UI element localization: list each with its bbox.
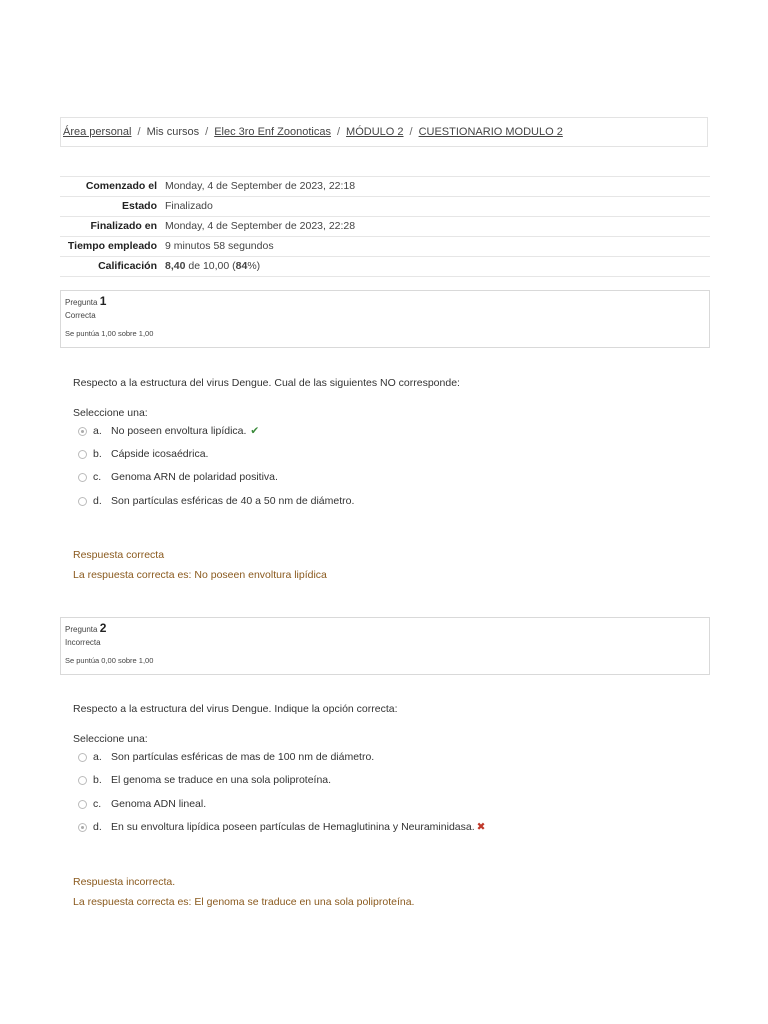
radio-selected[interactable] xyxy=(78,427,87,436)
grade-percent: 84 xyxy=(235,260,248,272)
breadcrumb-separator: / xyxy=(336,126,341,138)
breadcrumb-link-area-personal[interactable]: Área personal xyxy=(63,126,132,138)
summary-value: Monday, 4 de September de 2023, 22:18 xyxy=(161,177,710,197)
question-state: Correcta xyxy=(65,311,96,320)
feedback-right-answer-1: La respuesta correcta es: No poseen envoltura lipídica xyxy=(73,569,327,581)
grade-of: de 10,00 ( xyxy=(188,260,236,272)
option-letter: d. xyxy=(93,495,102,507)
question-prompt-1: Seleccione una: xyxy=(73,407,148,419)
option-text: No poseen envoltura lipídica. xyxy=(111,425,247,437)
radio[interactable] xyxy=(78,473,87,482)
radio[interactable] xyxy=(78,753,87,762)
question-info-1 xyxy=(60,290,710,348)
answer-option-2b[interactable] xyxy=(78,774,331,786)
grade-score: 8,40 xyxy=(165,260,186,272)
option-letter: c. xyxy=(93,471,102,483)
question-grade: Se puntúa 1,00 sobre 1,00 xyxy=(65,329,154,338)
option-letter: b. xyxy=(93,448,102,460)
summary-value: Finalizado xyxy=(161,197,710,217)
option-text: Cápside icosaédrica. xyxy=(111,448,209,460)
breadcrumb-link-quiz[interactable]: CUESTIONARIO MODULO 2 xyxy=(418,126,563,138)
summary-row-finished xyxy=(60,217,710,237)
option-text: En su envoltura lipídica poseen partículas de Hemaglutinina y Neuraminidasa. xyxy=(111,821,475,833)
question-state: Incorrecta xyxy=(65,638,101,647)
summary-row-state xyxy=(60,197,710,217)
grade-suffix: %) xyxy=(247,260,261,272)
option-letter: c. xyxy=(93,798,102,810)
breadcrumb-link-module[interactable]: MÓDULO 2 xyxy=(346,126,404,138)
feedback-result-1: Respuesta correcta xyxy=(73,549,165,561)
breadcrumb-link-course[interactable]: Elec 3ro Enf Zoonoticas xyxy=(214,126,331,138)
option-letter: b. xyxy=(93,774,102,786)
breadcrumb-separator: / xyxy=(409,126,413,138)
summary-value: Monday, 4 de September de 2023, 22:28 xyxy=(161,217,710,237)
question-label: Pregunta xyxy=(65,298,98,307)
summary-label: Comenzado el xyxy=(60,177,161,197)
attempt-summary-table xyxy=(60,176,710,277)
summary-label: Calificación xyxy=(60,257,161,277)
summary-value: 9 minutos 58 segundos xyxy=(161,237,710,257)
summary-label: Estado xyxy=(60,197,161,217)
option-letter: a. xyxy=(93,751,102,763)
summary-grade-value xyxy=(161,257,710,277)
question-number-value: 2 xyxy=(99,621,107,635)
summary-row-time xyxy=(60,237,710,257)
question-number-value: 1 xyxy=(99,294,107,308)
radio[interactable] xyxy=(78,800,87,809)
summary-row-grade xyxy=(60,257,710,277)
radio[interactable] xyxy=(78,776,87,785)
feedback-result-2: Respuesta incorrecta. xyxy=(73,876,176,888)
radio-selected[interactable] xyxy=(78,823,87,832)
answer-option-2a[interactable] xyxy=(78,751,374,763)
option-text: El genoma se traduce en una sola poliproteína. xyxy=(111,774,332,786)
answer-option-1d[interactable] xyxy=(78,495,354,507)
check-icon: ✔ xyxy=(250,425,260,437)
option-text: Genoma ADN lineal. xyxy=(111,798,207,810)
option-letter: a. xyxy=(93,425,102,437)
answer-option-1c[interactable] xyxy=(78,471,278,483)
breadcrumb xyxy=(60,117,708,147)
question-grade: Se puntúa 0,00 sobre 1,00 xyxy=(65,656,154,665)
question-info-2 xyxy=(60,617,710,675)
summary-label: Tiempo empleado xyxy=(60,237,161,257)
answer-option-2c[interactable] xyxy=(78,798,206,810)
question-number xyxy=(65,621,705,635)
feedback-right-answer-2: La respuesta correcta es: El genoma se traduce en una sola poliproteína. xyxy=(73,896,415,908)
radio[interactable] xyxy=(78,497,87,506)
breadcrumb-separator: / xyxy=(205,126,209,138)
question-label: Pregunta xyxy=(65,625,98,634)
question-text-1: Respecto a la estructura del virus Dengue. Cual de las siguientes NO corresponde: xyxy=(73,377,460,389)
summary-label: Finalizado en xyxy=(60,217,161,237)
breadcrumb-item-mis-cursos: Mis cursos xyxy=(146,126,200,138)
answer-option-1b[interactable] xyxy=(78,448,208,460)
option-letter: d. xyxy=(93,821,102,833)
breadcrumb-separator: / xyxy=(137,126,141,138)
cross-icon: ✖ xyxy=(476,821,486,833)
summary-row-started xyxy=(60,177,710,197)
answer-option-1a[interactable] xyxy=(78,425,259,437)
option-text: Son partículas esféricas de 40 a 50 nm de diámetro. xyxy=(111,495,355,507)
question-text-2: Respecto a la estructura del virus Dengue. Indique la opción correcta: xyxy=(73,703,398,715)
question-prompt-2: Seleccione una: xyxy=(73,733,148,745)
answer-option-2d[interactable] xyxy=(78,821,485,833)
question-number xyxy=(65,294,705,308)
radio[interactable] xyxy=(78,450,87,459)
option-text: Son partículas esféricas de mas de 100 nm de diámetro. xyxy=(111,751,375,763)
option-text: Genoma ARN de polaridad positiva. xyxy=(111,471,278,483)
